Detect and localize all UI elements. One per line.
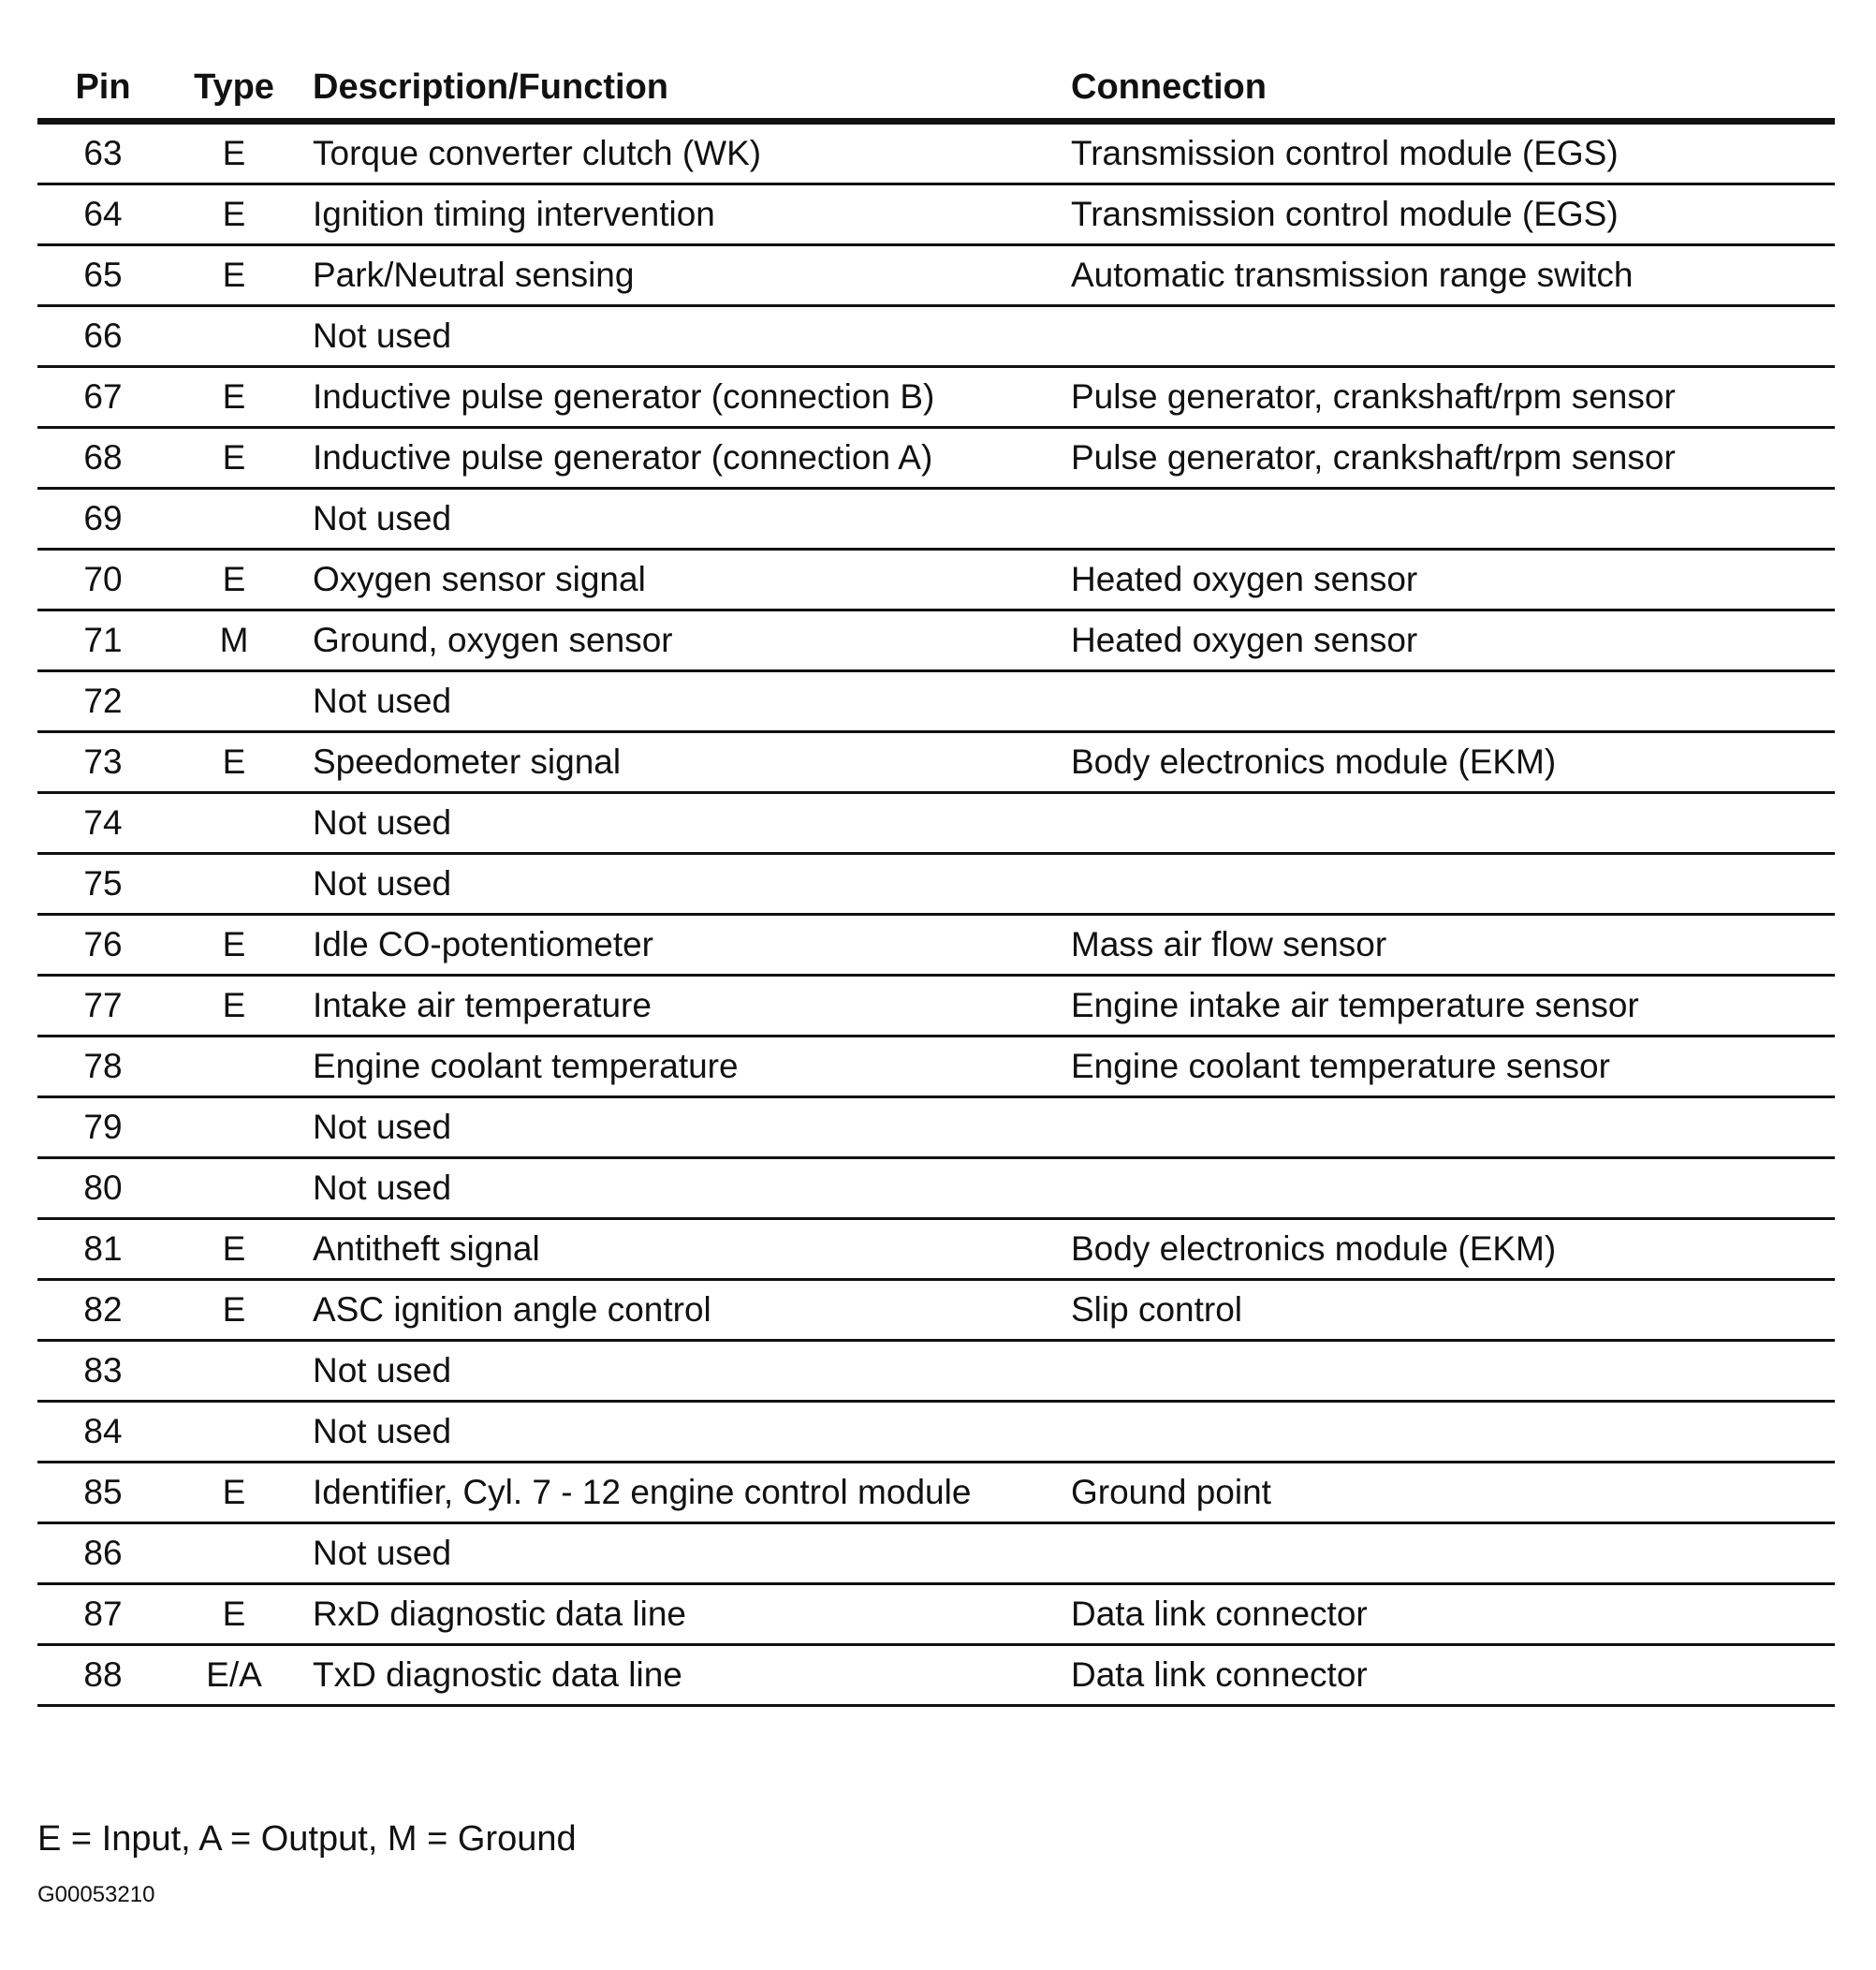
- pin-cell: 68: [37, 428, 169, 489]
- type-cell: E: [169, 428, 300, 489]
- description-cell: TxD diagnostic data line: [300, 1645, 1071, 1706]
- connection-cell: Engine coolant temperature sensor: [1071, 1036, 1835, 1097]
- type-cell: E: [169, 1219, 300, 1280]
- description-cell: Inductive pulse generator (connection A): [300, 428, 1071, 489]
- pin-cell: 83: [37, 1341, 169, 1402]
- description-cell: Not used: [300, 1097, 1071, 1158]
- pin-cell: 76: [37, 915, 169, 976]
- connection-cell: Pulse generator, crankshaft/rpm sensor: [1071, 428, 1835, 489]
- type-legend: E = Input, A = Output, M = Ground: [37, 1819, 577, 1859]
- table-row: [37, 671, 1835, 732]
- pin-cell: 87: [37, 1584, 169, 1645]
- description-cell: Park/Neutral sensing: [300, 245, 1071, 306]
- table-row: [37, 184, 1835, 245]
- pin-cell: 63: [37, 122, 169, 184]
- connection-cell: Engine intake air temperature sensor: [1071, 976, 1835, 1036]
- table-row: [37, 1219, 1835, 1280]
- description-cell: Torque converter clutch (WK): [300, 122, 1071, 184]
- connection-cell: [1071, 671, 1835, 732]
- pin-cell: 73: [37, 732, 169, 793]
- pin-cell: 82: [37, 1280, 169, 1341]
- description-cell: Not used: [300, 793, 1071, 854]
- table-row: [37, 306, 1835, 367]
- table-row: [37, 793, 1835, 854]
- pin-cell: 85: [37, 1463, 169, 1523]
- header-type: Type: [169, 56, 300, 122]
- table-row: [37, 122, 1835, 184]
- table-row: [37, 1584, 1835, 1645]
- figure-id: G00053210: [37, 1882, 155, 1907]
- pin-cell: 67: [37, 367, 169, 428]
- description-cell: Identifier, Cyl. 7 - 12 engine control module: [300, 1463, 1071, 1523]
- header-row: [37, 56, 1835, 122]
- pin-cell: 81: [37, 1219, 169, 1280]
- type-cell: [169, 671, 300, 732]
- description-cell: Not used: [300, 1341, 1071, 1402]
- type-cell: [169, 1036, 300, 1097]
- table-header: [37, 56, 1835, 122]
- description-cell: Not used: [300, 1523, 1071, 1584]
- pin-cell: 66: [37, 306, 169, 367]
- pin-cell: 75: [37, 854, 169, 915]
- type-cell: E: [169, 976, 300, 1036]
- type-cell: [169, 1158, 300, 1219]
- description-cell: Engine coolant temperature: [300, 1036, 1071, 1097]
- description-cell: Antitheft signal: [300, 1219, 1071, 1280]
- pin-cell: 80: [37, 1158, 169, 1219]
- description-cell: Not used: [300, 1158, 1071, 1219]
- type-cell: [169, 489, 300, 550]
- table-row: [37, 1463, 1835, 1523]
- connection-cell: Transmission control module (EGS): [1071, 184, 1835, 245]
- table-row: [37, 1402, 1835, 1463]
- connection-cell: [1071, 854, 1835, 915]
- description-cell: ASC ignition angle control: [300, 1280, 1071, 1341]
- connection-cell: Automatic transmission range switch: [1071, 245, 1835, 306]
- pin-cell: 88: [37, 1645, 169, 1706]
- type-cell: [169, 1402, 300, 1463]
- type-cell: E: [169, 1463, 300, 1523]
- connection-cell: [1071, 489, 1835, 550]
- header-connection: Connection: [1071, 56, 1835, 122]
- table-row: [37, 1158, 1835, 1219]
- connection-cell: Body electronics module (EKM): [1071, 1219, 1835, 1280]
- table-row: [37, 1036, 1835, 1097]
- pin-cell: 77: [37, 976, 169, 1036]
- table-row: [37, 1097, 1835, 1158]
- table-row: [37, 732, 1835, 793]
- connection-cell: [1071, 306, 1835, 367]
- type-cell: E: [169, 245, 300, 306]
- connection-cell: [1071, 1341, 1835, 1402]
- pin-cell: 78: [37, 1036, 169, 1097]
- description-cell: Not used: [300, 854, 1071, 915]
- description-cell: Speedometer signal: [300, 732, 1071, 793]
- connection-cell: Data link connector: [1071, 1645, 1835, 1706]
- type-cell: E: [169, 1584, 300, 1645]
- description-cell: Ground, oxygen sensor: [300, 610, 1071, 671]
- connection-cell: Body electronics module (EKM): [1071, 732, 1835, 793]
- connection-cell: Pulse generator, crankshaft/rpm sensor: [1071, 367, 1835, 428]
- type-cell: E: [169, 184, 300, 245]
- table-row: [37, 367, 1835, 428]
- pin-cell: 86: [37, 1523, 169, 1584]
- table-row: [37, 428, 1835, 489]
- description-cell: Not used: [300, 1402, 1071, 1463]
- table-row: [37, 1645, 1835, 1706]
- type-cell: M: [169, 610, 300, 671]
- description-cell: Not used: [300, 671, 1071, 732]
- type-cell: E: [169, 1280, 300, 1341]
- connection-cell: [1071, 793, 1835, 854]
- pin-cell: 74: [37, 793, 169, 854]
- header-description: Description/Function: [300, 56, 1071, 122]
- pin-cell: 72: [37, 671, 169, 732]
- connection-cell: Data link connector: [1071, 1584, 1835, 1645]
- type-cell: E: [169, 550, 300, 610]
- type-cell: E: [169, 122, 300, 184]
- connection-cell: [1071, 1158, 1835, 1219]
- connection-cell: Ground point: [1071, 1463, 1835, 1523]
- header-pin: Pin: [37, 56, 169, 122]
- connection-cell: Heated oxygen sensor: [1071, 550, 1835, 610]
- table-row: [37, 1280, 1835, 1341]
- pin-cell: 69: [37, 489, 169, 550]
- type-cell: E: [169, 915, 300, 976]
- type-cell: E: [169, 732, 300, 793]
- pin-assignment-table-container: [37, 56, 1835, 1707]
- pin-assignment-table: [37, 56, 1835, 1707]
- description-cell: Inductive pulse generator (connection B): [300, 367, 1071, 428]
- type-cell: [169, 1341, 300, 1402]
- description-cell: Intake air temperature: [300, 976, 1071, 1036]
- type-cell: E/A: [169, 1645, 300, 1706]
- table-row: [37, 915, 1835, 976]
- description-cell: Not used: [300, 306, 1071, 367]
- table-row: [37, 610, 1835, 671]
- type-cell: [169, 793, 300, 854]
- description-cell: Not used: [300, 489, 1071, 550]
- pin-cell: 65: [37, 245, 169, 306]
- type-cell: [169, 1097, 300, 1158]
- table-row: [37, 1341, 1835, 1402]
- connection-cell: [1071, 1523, 1835, 1584]
- table-body: [37, 122, 1835, 1706]
- table-row: [37, 854, 1835, 915]
- pin-cell: 79: [37, 1097, 169, 1158]
- type-cell: E: [169, 367, 300, 428]
- connection-cell: Slip control: [1071, 1280, 1835, 1341]
- table-row: [37, 489, 1835, 550]
- type-cell: [169, 306, 300, 367]
- pin-cell: 64: [37, 184, 169, 245]
- pin-cell: 84: [37, 1402, 169, 1463]
- pin-cell: 71: [37, 610, 169, 671]
- connection-cell: [1071, 1402, 1835, 1463]
- table-row: [37, 550, 1835, 610]
- type-cell: [169, 854, 300, 915]
- table-row: [37, 245, 1835, 306]
- table-row: [37, 1523, 1835, 1584]
- description-cell: Oxygen sensor signal: [300, 550, 1071, 610]
- connection-cell: Transmission control module (EGS): [1071, 122, 1835, 184]
- connection-cell: Mass air flow sensor: [1071, 915, 1835, 976]
- connection-cell: Heated oxygen sensor: [1071, 610, 1835, 671]
- description-cell: RxD diagnostic data line: [300, 1584, 1071, 1645]
- pin-cell: 70: [37, 550, 169, 610]
- description-cell: Idle CO-potentiometer: [300, 915, 1071, 976]
- connection-cell: [1071, 1097, 1835, 1158]
- description-cell: Ignition timing intervention: [300, 184, 1071, 245]
- type-cell: [169, 1523, 300, 1584]
- table-row: [37, 976, 1835, 1036]
